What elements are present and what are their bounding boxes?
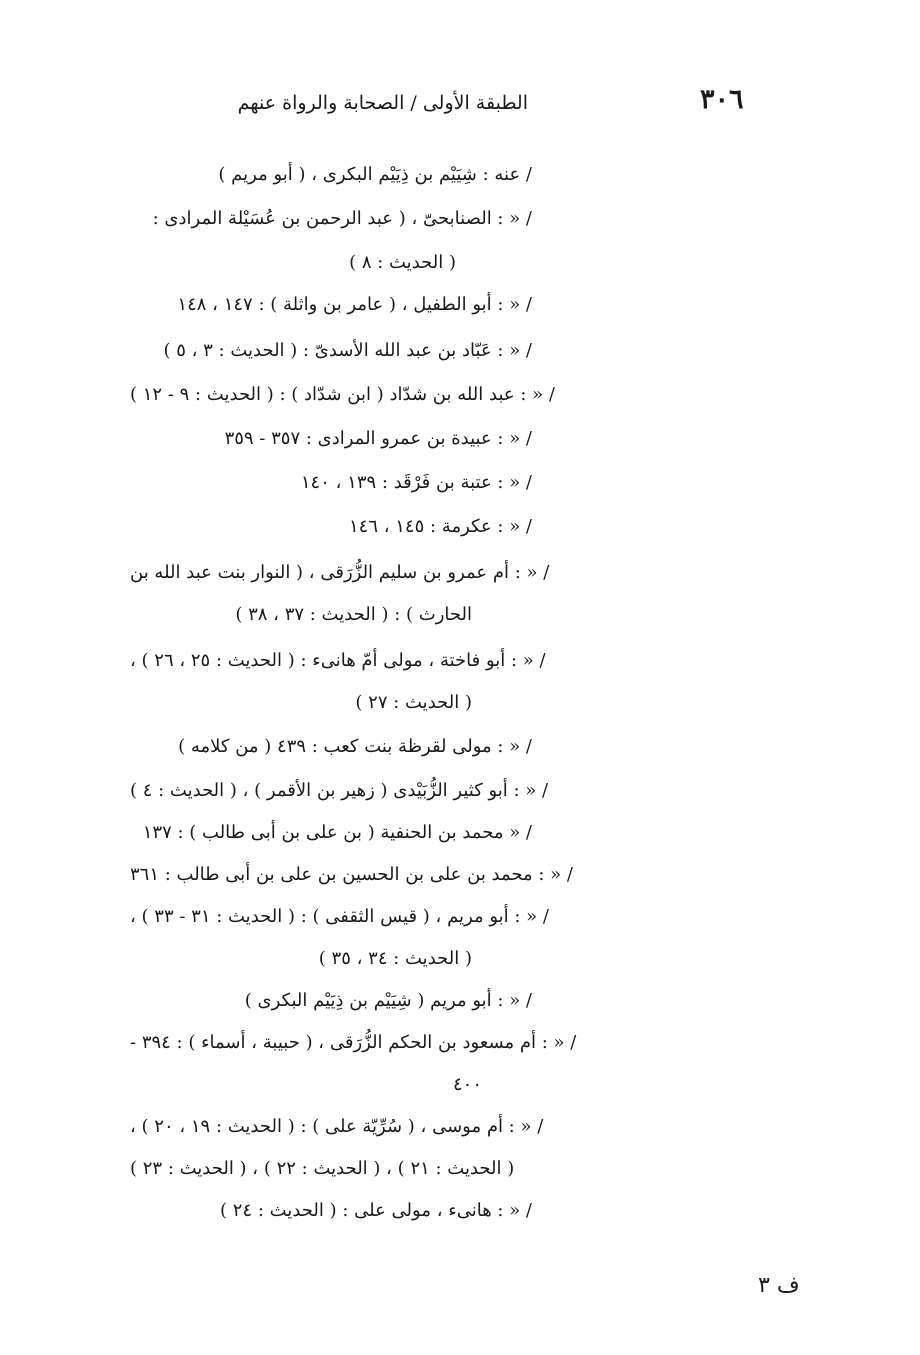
entry-continuation: ( الحديث : ٢٧ ) [355, 692, 472, 713]
entry-line: / « : أبو كثير الزُّبَيْدى ( زهير بن الأقمر ) ، ( الحديث : ٤ ) [130, 780, 549, 801]
entry-line: / « : أم موسى ، ( سُرِّيّة على ) : ( الحديث : ١٩ ، ٢٠ ) ، [130, 1116, 544, 1137]
entry-line: / « : أم مسعود بن الحكم الزُّرَقى ، ( حبيبة ، أسماء ) : ٣٩٤ - [130, 1032, 577, 1053]
signature-mark: ف ٣ [758, 1273, 800, 1298]
entry-line: / « : أبو مريم ( شِيَيْم بن ذِيَيْم البكرى ) [244, 990, 532, 1011]
entry-continuation: ( الحديث : ٨ ) [349, 252, 456, 273]
entry-line: / « : عبيدة بن عمرو المرادى : ٣٥٧ - ٣٥٩ [224, 428, 532, 449]
entry-line: / « : أبو مريم ، ( قيس الثقفى ) : ( الحديث : ٣١ - ٣٣ ) ، [130, 906, 549, 927]
entry-continuation: الحارث ) : ( الحديث : ٣٧ ، ٣٨ ) [235, 604, 472, 625]
entry-continuation: ( الحديث : ٢١ ) ، ( الحديث : ٢٢ ) ، ( الحديث : ٢٣ ) [130, 1158, 515, 1179]
entry-line: / « : أبو فاختة ، مولى أمّ هانىء : ( الحديث : ٢٥ ، ٢٦ ) ، [130, 650, 546, 671]
page-number: ٣٠٦ [700, 84, 744, 115]
entry-line: / « : عبد الله بن شدّاد ( ابن شدّاد ) : ( الحديث : ٩ - ١٢ ) [130, 384, 555, 405]
entry-continuation: ٤٠٠ [452, 1074, 482, 1095]
entry-line: / « : عَبّاد بن عبد الله الأسدىّ : ( الحديث : ٣ ، ٥ ) [163, 340, 532, 361]
entry-line: / « : الصنابحىّ ، ( عبد الرحمن بن عُسَيْلة المرادى : [152, 208, 532, 229]
entry-line: / « : عتبة بن فَرْقَد : ١٣٩ ، ١٤٠ [300, 472, 532, 493]
entry-continuation: ( الحديث : ٣٤ ، ٣٥ ) [318, 948, 472, 969]
entry-line: / « : مولى لقرظة بنت كعب : ٤٣٩ ( من كلامه ) [178, 736, 532, 757]
entry-line: / عنه : شِيَيْم بن ذِيَيْم البكرى ، ( أبو مريم ) [218, 164, 532, 185]
running-head: الطبقة الأولى / الصحابة والرواة عنهم [237, 92, 528, 114]
entry-line: / « محمد بن الحنفية ( بن على بن أبى طالب ) : ١٣٧ [142, 822, 532, 843]
entry-line: / « : أبو الطفيل ، ( عامر بن واثلة ) : ١٤٧ ، ١٤٨ [177, 294, 532, 315]
entry-line: / « : محمد بن على بن الحسين بن على بن أبى طالب : ٣٦١ [130, 864, 573, 885]
entry-line: / « : أم عمرو بن سليم الزُّرَقى ، ( النوار بنت عبد الله بن [130, 562, 550, 583]
entry-line: / « : عكرمة : ١٤٥ ، ١٤٦ [348, 516, 532, 537]
entry-line: / « : هانىء ، مولى على : ( الحديث : ٢٤ ) [220, 1200, 532, 1221]
